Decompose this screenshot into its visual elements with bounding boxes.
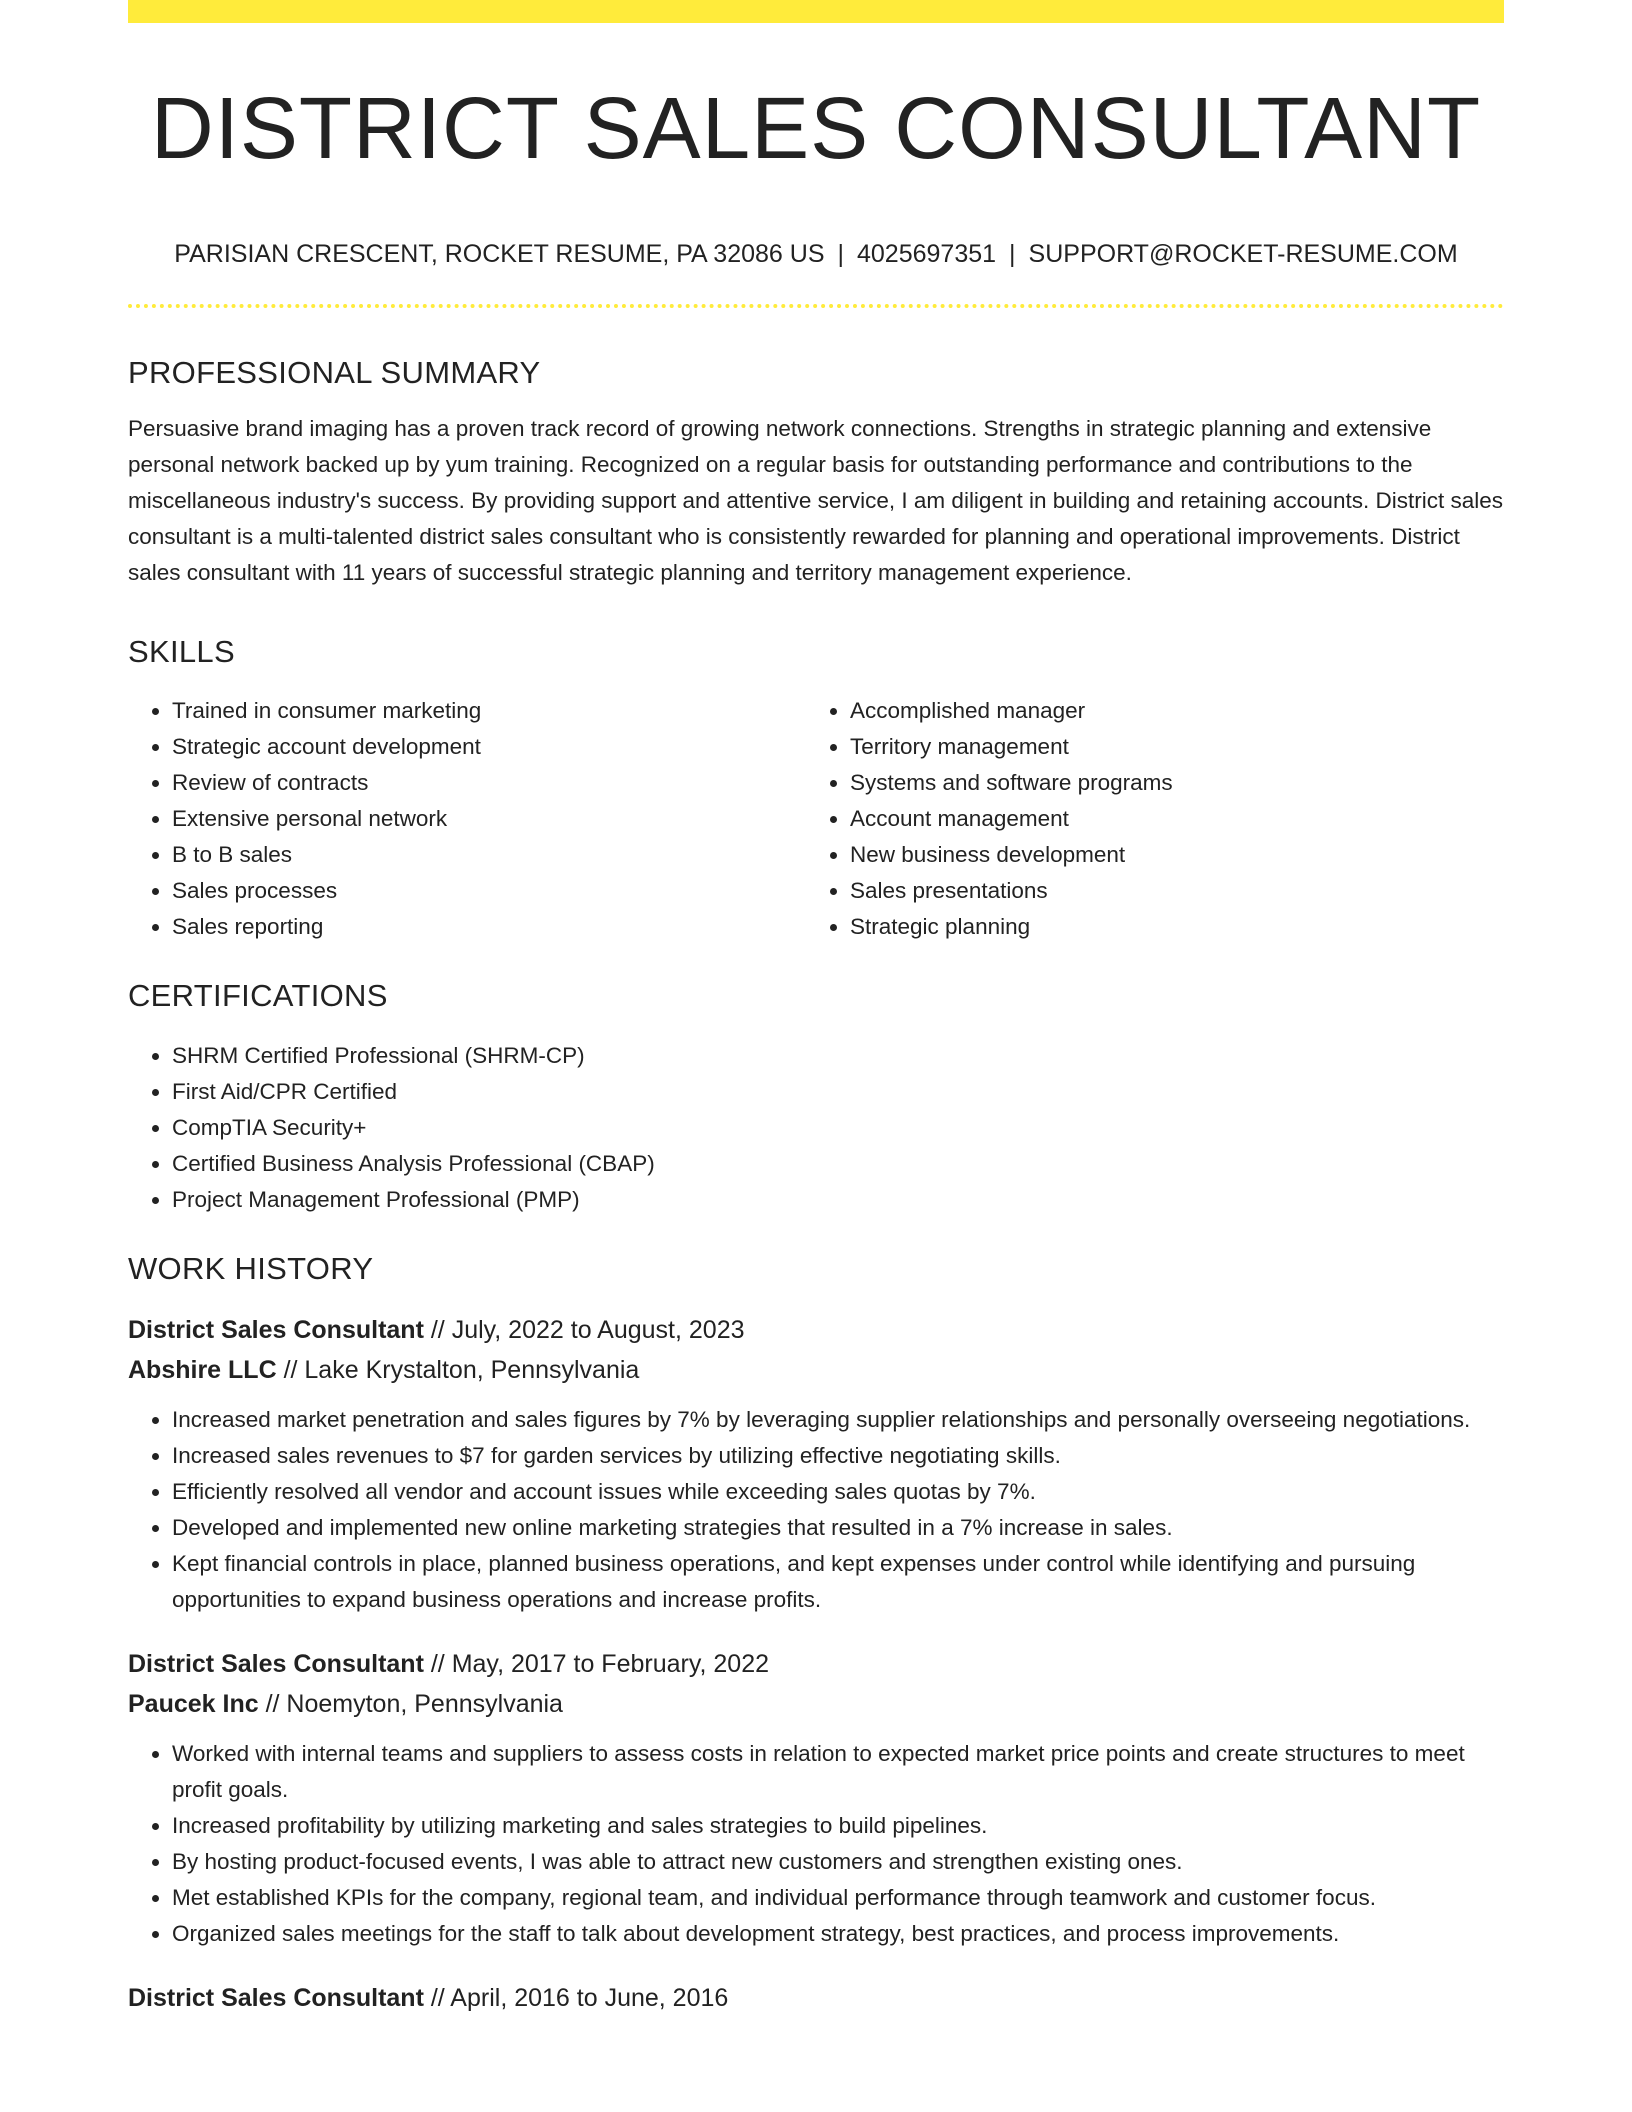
job-role: District Sales Consultant <box>128 1983 424 2012</box>
contact-address: PARISIAN CRESCENT, ROCKET RESUME, PA 32086 US <box>174 240 825 268</box>
job-location: // Lake Krystalton, Pennsylvania <box>276 1355 640 1384</box>
resume-name-heading: DISTRICT SALES CONSULTANT <box>150 80 1482 177</box>
skills-section-title: SKILLS <box>128 634 235 670</box>
duty-item: • Met established KPIs for the company, regional team, and individual performance through teamwork and customer focus. <box>172 1880 1504 1916</box>
job-role-line <box>128 1644 1504 1684</box>
skill-item: • Extensive personal network <box>172 801 806 837</box>
job-company-line <box>128 1684 1504 1724</box>
duty-item: • By hosting product-focused events, I was able to attract new customers and strengthen existing ones. <box>172 1844 1504 1880</box>
duty-item: • Worked with internal teams and suppliers to assess costs in relation to expected market price points and create structures to meet profit goals. <box>172 1736 1504 1808</box>
duty-item: • Kept financial controls in place, planned business operations, and kept expenses under control while identifying and pursuing opportunities to expand business operations and increase profits. <box>172 1546 1504 1618</box>
duty-item: • Increased sales revenues to $7 for garden services by utilizing effective negotiating skills. <box>172 1438 1504 1474</box>
certifications-section-title: CERTIFICATIONS <box>128 978 388 1014</box>
certification-item: • Project Management Professional (PMP) <box>172 1182 1504 1218</box>
skill-item: • Sales processes <box>172 873 806 909</box>
skill-item: • Accomplished manager <box>850 693 1484 729</box>
skills-list <box>128 693 1504 945</box>
job-dates: // April, 2016 to June, 2016 <box>423 1983 729 2012</box>
skill-item: • Sales presentations <box>850 873 1484 909</box>
certification-item: • Certified Business Analysis Professional (CBAP) <box>172 1146 1504 1182</box>
job-company-line <box>128 1350 1504 1390</box>
job-dates: // May, 2017 to February, 2022 <box>423 1649 769 1678</box>
dotted-divider <box>128 304 1504 308</box>
skill-item: • Strategic planning <box>850 909 1484 945</box>
certification-item: • SHRM Certified Professional (SHRM-CP) <box>172 1038 1504 1074</box>
resume-page <box>128 0 1504 2018</box>
job-role-line <box>128 1978 1504 2018</box>
summary-section-title: PROFESSIONAL SUMMARY <box>128 355 541 390</box>
skill-item: • Territory management <box>850 729 1484 765</box>
job-company: Abshire LLC <box>128 1355 277 1384</box>
job-role-line <box>128 1310 1504 1350</box>
job-location: // Noemyton, Pennsylvania <box>258 1689 563 1718</box>
job-entry <box>128 1310 1504 1618</box>
skill-item: • Sales reporting <box>172 909 806 945</box>
duty-item: • Efficiently resolved all vendor and account issues while exceeding sales quotas by 7%. <box>172 1474 1504 1510</box>
job-company: Paucek Inc <box>128 1689 259 1718</box>
accent-top-bar <box>128 0 1504 23</box>
certification-item: • CompTIA Security+ <box>172 1110 1504 1146</box>
contact-separator: | <box>837 240 844 268</box>
duty-item: • Increased market penetration and sales figures by 7% by leveraging supplier relationships and personally overseeing negotiations. <box>172 1402 1504 1438</box>
job-duties-list <box>128 1736 1504 1952</box>
job-role: District Sales Consultant <box>128 1315 424 1344</box>
skill-item: • B to B sales <box>172 837 806 873</box>
duty-item: • Increased profitability by utilizing marketing and sales strategies to build pipelines. <box>172 1808 1504 1844</box>
certification-item: • First Aid/CPR Certified <box>172 1074 1504 1110</box>
skill-item: • Strategic account development <box>172 729 806 765</box>
contact-phone: 4025697351 <box>857 240 997 268</box>
contact-separator: | <box>1009 240 1016 268</box>
skill-item: • Trained in consumer marketing <box>172 693 806 729</box>
job-entry <box>128 1978 1504 2018</box>
skills-column-right <box>806 693 1484 945</box>
job-role: District Sales Consultant <box>128 1649 424 1678</box>
duty-item: • Organized sales meetings for the staff to talk about development strategy, best practices, and process improvements. <box>172 1916 1504 1952</box>
certifications-list <box>128 1038 1504 1218</box>
job-duties-list <box>128 1402 1504 1618</box>
skill-item: • Systems and software programs <box>850 765 1484 801</box>
contact-email: SUPPORT@ROCKET-RESUME.COM <box>1028 240 1458 268</box>
work-history-section-title: WORK HISTORY <box>128 1250 374 1286</box>
job-entry <box>128 1644 1504 1952</box>
summary-paragraph: Persuasive brand imaging has a proven track record of growing network connections. Strengths in strategic planning and extensive personal network backed up by yum training. Recognized on a regular basis for outstanding performance and contributions to the miscellaneous industry's success. By providing support and attentive service, I am diligent in building and retaining accounts. District sales consultant is a multi-talented district sales consultant who is consistently rewarded for planning and operational improvements. District sales consultant with 11 years of successful strategic planning and territory management experience. <box>128 416 1503 586</box>
skills-column-left <box>128 693 806 945</box>
skill-item: • Review of contracts <box>172 765 806 801</box>
skill-item: • New business development <box>850 837 1484 873</box>
contact-line <box>128 239 1504 269</box>
duty-item: • Developed and implemented new online marketing strategies that resulted in a 7% increase in sales. <box>172 1510 1504 1546</box>
job-dates: // July, 2022 to August, 2023 <box>423 1315 745 1344</box>
skill-item: • Account management <box>850 801 1484 837</box>
